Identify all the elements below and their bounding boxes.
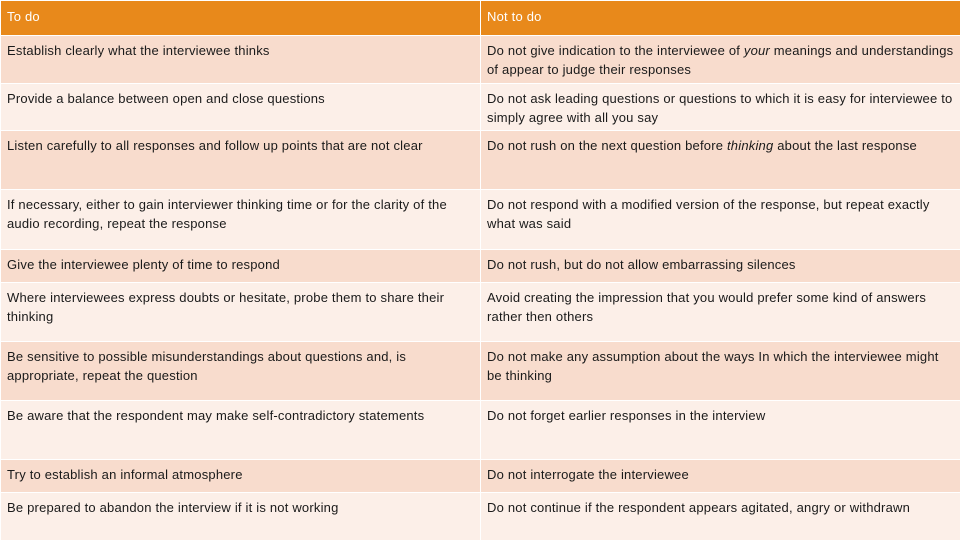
to-do-cell: If necessary, either to gain interviewer thinking time or for the clarity of the audio recording, repeat the response — [1, 190, 481, 250]
cell-text: Do not rush on the next question before — [487, 138, 727, 153]
cell-text: meanings and understandings of appear to judge their responses — [487, 43, 953, 77]
cell-text: Do not forget earlier responses in the interview — [487, 408, 765, 423]
to-do-cell: Be aware that the respondent may make self-contradictory statements — [1, 401, 481, 460]
header-not-to-do: Not to do — [481, 1, 960, 36]
to-do-cell: Be sensitive to possible misunderstandings about questions and, is appropriate, repeat the question — [1, 342, 481, 401]
table-row — [1, 36, 960, 84]
header-to-do: To do — [1, 1, 481, 36]
not-to-do-cell — [481, 190, 960, 250]
to-do-cell: Try to establish an informal atmosphere — [1, 460, 481, 493]
table-row — [1, 283, 960, 342]
table-row — [1, 493, 960, 541]
cell-text: Do not make any assumption about the ways In which the interviewee might be thinking — [487, 349, 939, 383]
not-to-do-cell — [481, 283, 960, 342]
cell-text: Do not interrogate the interviewee — [487, 467, 689, 482]
table-row — [1, 460, 960, 493]
not-to-do-cell — [481, 131, 960, 190]
cell-text: Do not rush, but do not allow embarrassing silences — [487, 257, 796, 272]
not-to-do-cell — [481, 342, 960, 401]
emphasized-text: thinking — [727, 138, 773, 153]
to-do-cell: Listen carefully to all responses and follow up points that are not clear — [1, 131, 481, 190]
not-to-do-cell — [481, 84, 960, 131]
to-do-cell: Where interviewees express doubts or hesitate, probe them to share their thinking — [1, 283, 481, 342]
to-do-cell: Be prepared to abandon the interview if it is not working — [1, 493, 481, 541]
table-row — [1, 84, 960, 131]
cell-text: Do not give indication to the interviewee of — [487, 43, 744, 58]
table-row — [1, 131, 960, 190]
cell-text: Do not continue if the respondent appears agitated, angry or withdrawn — [487, 500, 910, 515]
not-to-do-cell — [481, 493, 960, 541]
to-do-cell: Provide a balance between open and close questions — [1, 84, 481, 131]
table-row — [1, 190, 960, 250]
emphasized-text: your — [744, 43, 770, 58]
cell-text: Do not respond with a modified version of the response, but repeat exactly what was said — [487, 197, 930, 231]
table-row — [1, 342, 960, 401]
cell-text: about the last response — [773, 138, 917, 153]
to-do-cell: Establish clearly what the interviewee thinks — [1, 36, 481, 84]
not-to-do-cell — [481, 401, 960, 460]
to-do-cell: Give the interviewee plenty of time to respond — [1, 250, 481, 283]
cell-text: Do not ask leading questions or questions to which it is easy for interviewee to simply agree with all you say — [487, 91, 952, 125]
not-to-do-cell — [481, 36, 960, 84]
not-to-do-cell — [481, 460, 960, 493]
table-row — [1, 250, 960, 283]
header-row — [1, 1, 960, 36]
not-to-do-cell — [481, 250, 960, 283]
table-row — [1, 401, 960, 460]
cell-text: Avoid creating the impression that you would prefer some kind of answers rather then others — [487, 290, 926, 324]
